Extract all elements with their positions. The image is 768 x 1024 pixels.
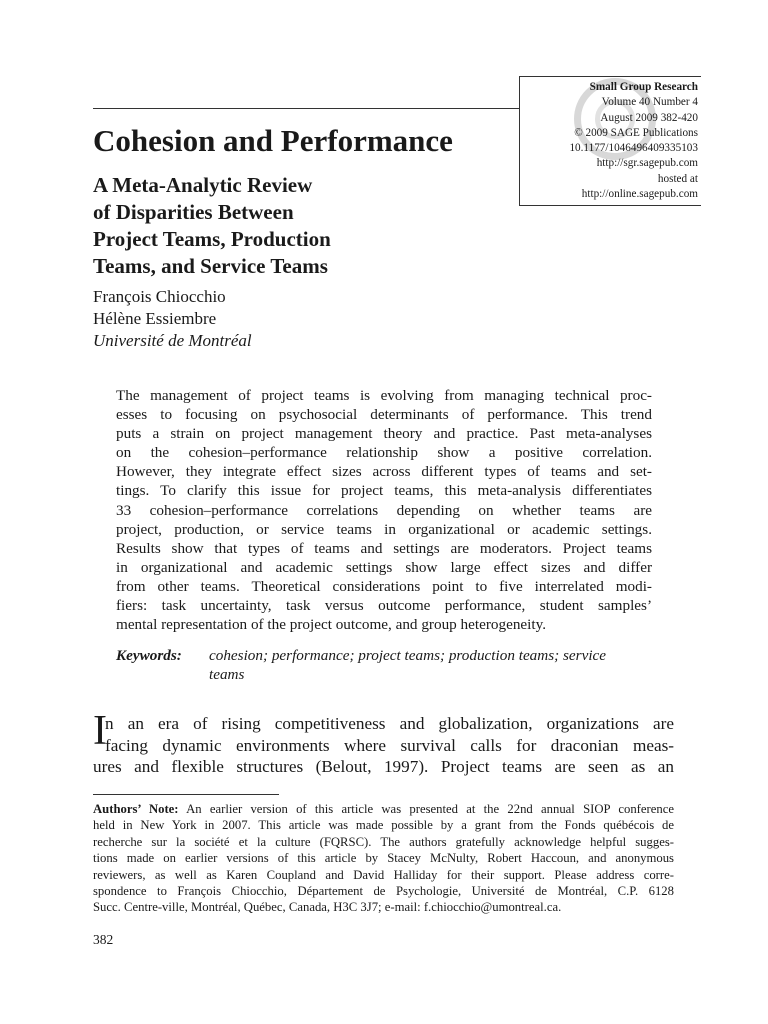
journal-url: http://sgr.sagepub.com bbox=[596, 157, 698, 170]
abstract-line: on the cohesion–performance relationship show a positive correlation. bbox=[116, 444, 652, 462]
journal-date-pages: August 2009 382-420 bbox=[600, 111, 698, 124]
footnote-line: spondence to François Chiocchio, Département de Psychologie, Université de Montréal, C.P. 6128 bbox=[93, 883, 674, 898]
keywords-list bbox=[209, 646, 659, 684]
keywords-line: teams bbox=[209, 666, 245, 683]
abstract-line: mental representation of the project outcome, and group heterogeneity. bbox=[116, 616, 547, 634]
footnote-line-text: An earlier version of this article was presented at the 22nd annual SIOP conference bbox=[178, 802, 674, 816]
subtitle-line: of Disparities Between bbox=[93, 200, 294, 224]
affiliation: Université de Montréal bbox=[93, 331, 252, 350]
abstract-line: from other teams. Theoretical considerations point to five interrelated modi- bbox=[116, 577, 652, 595]
keywords-line: cohesion; performance; project teams; production teams; service bbox=[209, 647, 607, 664]
subtitle-line: A Meta-Analytic Review bbox=[93, 173, 313, 197]
journal-doi: 10.1177/1046496409335103 bbox=[569, 142, 698, 155]
author-name: François Chiocchio bbox=[93, 287, 226, 306]
header-rule bbox=[93, 108, 519, 109]
authors-note bbox=[93, 801, 674, 916]
footnote-line: held in New York in 2007. This article was made possible by a grant from the Fonds québécois de bbox=[93, 818, 674, 833]
abstract bbox=[116, 386, 652, 634]
abstract-line: The management of project teams is evolving from managing technical proc- bbox=[116, 387, 652, 404]
keywords-label: Keywords: bbox=[116, 647, 182, 664]
abstract-line: However, they integrate effect sizes across different types of teams and set- bbox=[116, 463, 652, 481]
footnote-line: reviewers, as well as Karen Coupland and David Halliday for their support. Please address corre- bbox=[93, 867, 674, 882]
article-title: Cohesion and Performance bbox=[93, 123, 453, 158]
footnote-label: Authors’ Note: bbox=[93, 802, 179, 816]
author-name: Hélène Essiembre bbox=[93, 309, 217, 328]
body-line: facing dynamic environments where survival calls for draconian meas- bbox=[105, 735, 674, 755]
abstract-line: project, production, or service teams in organizational or academic settings. bbox=[116, 520, 652, 538]
abstract-line: in organizational and academic settings show large effect sizes and differ bbox=[116, 558, 652, 576]
subtitle-line: Teams, and Service Teams bbox=[93, 254, 328, 278]
journal-name: Small Group Research bbox=[589, 81, 698, 93]
abstract-line: Results show that types of teams and settings are moderators. Project teams bbox=[116, 539, 652, 557]
author-block bbox=[93, 286, 252, 352]
article-subtitle bbox=[93, 172, 493, 280]
abstract-line: esses to focusing on psychosocial determinants of performance. This trend bbox=[116, 406, 652, 424]
body-line: ures and flexible structures (Belout, 1997). Project teams are seen as an bbox=[93, 757, 674, 776]
abstract-line: 33 cohesion–performance correlations depending on whether teams are bbox=[116, 501, 652, 519]
body-text bbox=[93, 708, 674, 778]
footnote-line: Succ. Centre-ville, Montréal, Québec, Canada, H3C 3J7; e-mail: f.chiocchio@umontreal.ca. bbox=[93, 900, 562, 915]
page-number: 382 bbox=[93, 932, 114, 947]
footnote-rule bbox=[93, 794, 279, 795]
journal-volume: Volume 40 Number 4 bbox=[601, 96, 698, 109]
footnote-line: tions made on earlier versions of this article by Stacey McNulty, Robert Haccoun, and anonymous bbox=[93, 851, 674, 866]
journal-hosted-label: hosted at bbox=[657, 172, 698, 185]
subtitle-line: Project Teams, Production bbox=[93, 227, 331, 251]
footnote-line: recherche sur la société et la culture (FQRSC). The authors gratefully acknowledge helpful sugges- bbox=[93, 834, 674, 849]
journal-info bbox=[498, 80, 698, 202]
journal-host-url: http://online.sagepub.com bbox=[581, 188, 698, 201]
footnote-line bbox=[93, 801, 674, 817]
body-line: n an era of rising competitiveness and globalization, organizations are bbox=[105, 714, 674, 733]
drop-cap: I bbox=[93, 708, 107, 754]
abstract-line: fiers: task uncertainty, task versus outcome performance, student samples’ bbox=[116, 597, 652, 615]
abstract-line: puts a strain on project management theory and practice. Past meta-analyses bbox=[116, 425, 652, 443]
abstract-line: tings. To clarify this issue for project teams, this meta-analysis differentiates bbox=[116, 482, 652, 500]
journal-copyright: © 2009 SAGE Publications bbox=[574, 126, 698, 139]
